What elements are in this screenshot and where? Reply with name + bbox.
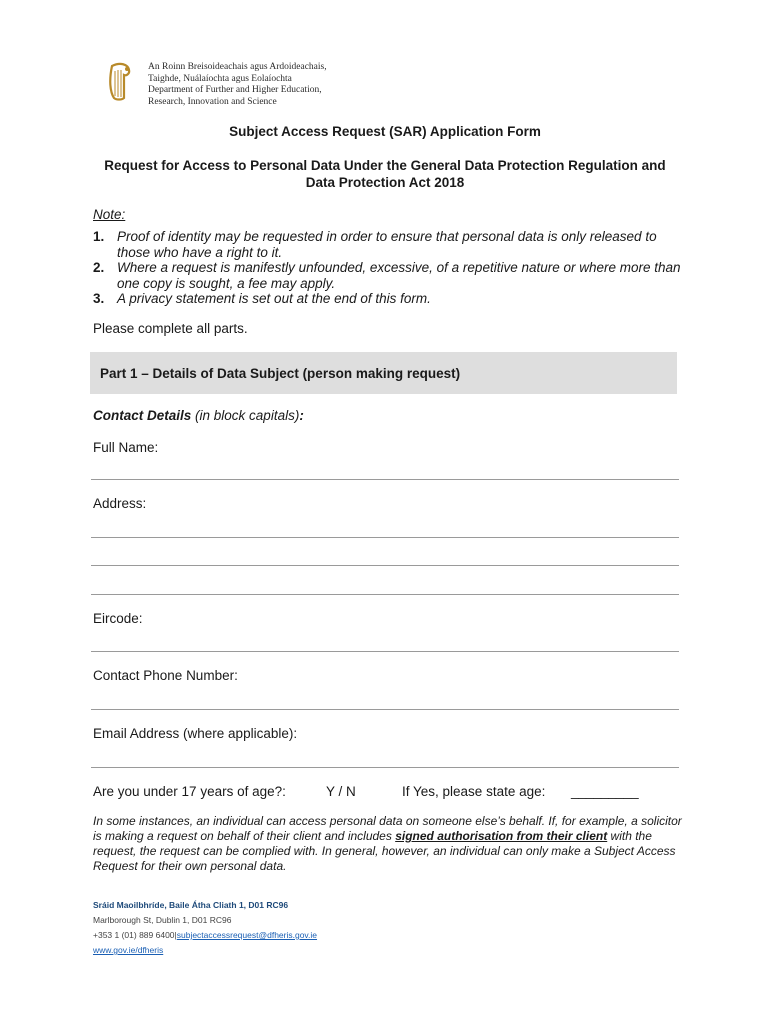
note-item <box>93 291 683 307</box>
age-yes-no-option[interactable]: Y / N <box>326 784 356 799</box>
note-number: 2. <box>93 260 105 275</box>
address-label: Address: <box>93 496 147 511</box>
note-item <box>93 229 683 260</box>
note-heading: Note: <box>93 207 126 222</box>
email-label: Email Address (where applicable): <box>93 726 298 741</box>
note-text: Where a request is manifestly unfounded, excessive, of a repetitive nature or where more than one copy is sought, a fee may apply. <box>117 260 681 291</box>
address-field-line-3[interactable] <box>91 594 679 595</box>
dept-line-4: Research, Innovation and Science <box>148 96 277 107</box>
address-field-line-2[interactable] <box>91 565 679 566</box>
contact-details-heading <box>93 408 304 423</box>
full-name-field[interactable] <box>91 479 679 480</box>
form-title: Subject Access Request (SAR) Application Form <box>229 124 541 139</box>
dept-line-3: Department of Further and Higher Education, <box>148 85 322 95</box>
department-name <box>148 62 327 108</box>
contact-heading-bold: Contact Details <box>93 408 192 423</box>
eircode-label: Eircode: <box>93 611 143 626</box>
footer-address-english: Marlborough St, Dublin 1, D01 RC96 <box>93 915 232 925</box>
para-bold: signed authorisation from their client <box>395 829 608 843</box>
age-if-yes-label: If Yes, please state age: <box>402 784 546 799</box>
para-part2: with the request, the request can be complied with. In general, however, an individual can only make a Subject Access Request for their own personal data. <box>93 829 676 873</box>
eircode-field[interactable] <box>91 651 679 652</box>
notes-list <box>93 229 683 307</box>
age-question: Are you under 17 years of age?: <box>93 784 286 799</box>
footer-phone: +353 1 (01) 889 6400| <box>93 930 177 940</box>
address-field-line-1[interactable] <box>91 537 679 538</box>
dept-line-2: Taighde, Nuálaíochta agus Eolaíochta <box>148 73 292 84</box>
part1-heading: Part 1 – Details of Data Subject (person making request) <box>100 366 461 381</box>
dept-line-1: An Roinn Breisoideachais agus Ardoideachais, <box>148 62 327 72</box>
harp-logo-icon <box>106 62 132 102</box>
full-name-label: Full Name: <box>93 440 159 455</box>
note-text: A privacy statement is set out at the end of this form. <box>117 291 431 306</box>
footer-address-irish: Sráid Maoilbhríde, Baile Átha Cliath 1, D01 RC96 <box>93 900 289 910</box>
note-text: Proof of identity may be requested in order to ensure that personal data is only released to those who have a right to it. <box>117 229 657 260</box>
note-number: 1. <box>93 229 105 244</box>
footer-website-link[interactable]: www.gov.ie/dfheris <box>93 945 164 955</box>
note-item <box>93 260 683 291</box>
instruction-text: Please complete all parts. <box>93 321 248 336</box>
contact-heading-rest: (in block capitals) <box>191 408 300 423</box>
footer-email-link[interactable]: subjectaccessrequest@dfheris.gov.ie <box>176 930 318 940</box>
phone-label: Contact Phone Number: <box>93 668 238 683</box>
authorisation-paragraph <box>93 814 683 874</box>
contact-heading-colon: : <box>299 408 304 423</box>
form-subtitle: Request for Access to Personal Data Under the General Data Protection Regulation and Data Protection Act 2018 <box>104 158 666 190</box>
note-number: 3. <box>93 291 105 306</box>
email-field[interactable] <box>91 767 679 768</box>
para-part1: In some instances, an individual can access personal data on someone else’s behalf. If, for example, a solicitor is making a request on behalf of their client and includes <box>93 814 682 843</box>
age-value-blank[interactable]: _________ <box>571 784 639 799</box>
footer-contact-line <box>93 930 317 940</box>
phone-field[interactable] <box>91 709 679 710</box>
